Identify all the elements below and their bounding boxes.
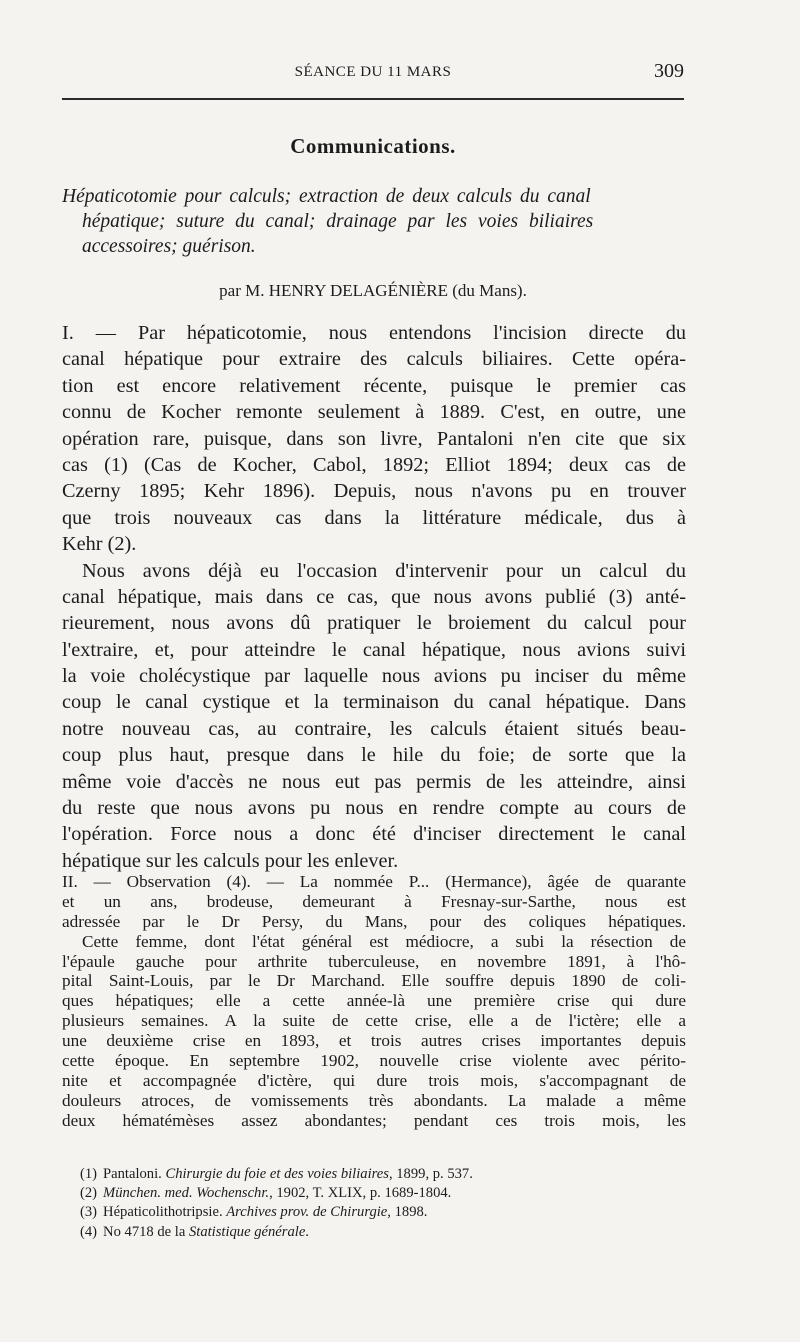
text-line: rieurement, nous avons dû pratiquer le broiement du calcul pour [62,612,686,635]
text-line: opération rare, puisque, dans son livre, Pantaloni n'en cite que six [62,427,686,450]
article-title-line: Hépaticotomie pour calculs; extraction de deux calculs du canal [62,186,591,207]
text-line: une deuxième crise en 1893, et trois autres crises importantes depuis [62,1031,686,1051]
text-line: l'extraire, et, pour atteindre le canal hépatique, nous avions suivi [62,638,686,661]
body-text-large [62,320,686,874]
text-line: même voie d'accès ne nous eut pas permis de les atteindre, ainsi [62,770,686,793]
text-line: du reste que nous avons pu nous en rendre compte au cours de [62,797,686,820]
text-line: Nous avons déjà eu l'occasion d'intervenir pour un calcul du [82,559,686,582]
text-line: canal hépatique pour extraire des calculs biliaires. Cette opéra- [62,348,686,371]
header-rule [62,98,684,100]
footnote-number: (2) [80,1185,98,1202]
text-line: Cette femme, dont l'état général est médiocre, a subi la résection de [82,931,686,951]
text-line: connu de Kocher remonte seulement à 1889. C'est, en outre, une [62,401,686,424]
text-line: l'opération. Force nous a donc été d'inciser directement le canal [62,823,686,846]
section-title: Communications. [290,134,456,158]
article-title-line: hépatique; suture du canal; drainage par les voies biliaires [82,211,594,232]
text-line: adressée par le Dr Persy, du Mans, pour des coliques hépatiques. [62,911,686,931]
article-title-line: accessoires; guérison. [82,236,256,257]
text-line: pital Saint-Louis, par le Dr Marchand. Elle souffre depuis 1890 de coli- [62,971,686,991]
text-line: deux hématémèses assez abondantes; pendant ces trois mois, les [62,1110,686,1130]
text-line: que trois nouveaux cas dans la littérature médicale, dus à [62,506,686,529]
text-line: et un ans, brodeuse, demeurant à Fresnay-sur-Sarthe, nous est [62,891,686,911]
footnote-source: München. med. Wochenschr. [103,1185,270,1202]
text-line: II. — Observation (4). — La nommée P... (Hermance), âgée de quarante [62,872,686,891]
footnote-text: , 1898. [387,1204,428,1221]
text-line: cette époque. En septembre 1902, nouvelle crise violente avec périto- [62,1051,686,1071]
footnote-source: Statistique générale [188,1223,306,1240]
text-line: canal hépatique, mais dans ce cas, que nous avons publié (3) anté- [62,585,686,608]
footnote-text: Hépaticolithotripsie. [103,1204,227,1221]
text-line: douleurs atroces, de vomissements très abondants. La malade a même [62,1090,686,1110]
footnote-text: Pantaloni. [103,1166,166,1182]
footnotes [80,1165,684,1242]
footnote-number: (1) [80,1166,98,1182]
text-line: plusieurs semaines. A la suite de cette crise, elle a de l'ictère; elle a [62,1011,686,1031]
footnote-text: , 1899, p. 537. [388,1166,473,1182]
footnote [80,1184,684,1203]
text-line: Czerny 1895; Kehr 1896). Depuis, nous n'avons pu en trouver [62,480,686,503]
text-line: hépatique sur les calculs pour les enlever. [62,849,399,872]
footnote-text: . [305,1223,309,1240]
footnote-number: (3) [80,1204,98,1221]
page-number: 309 [654,60,684,82]
footnote-text: , 1902, T. XLIX, p. 1689-1804. [269,1185,452,1202]
text-line: coup le canal cystique et la terminaison du canal hépatique. Dans [62,691,686,714]
page-header [62,58,684,88]
text-line: nite et accompagnée d'ictère, qui dure trois mois, s'accompagnant de [62,1070,686,1090]
article-title [62,184,684,259]
text-line: notre nouveau cas, au contraire, les calculs étaient situés beau- [62,717,686,740]
text-line: tion est encore relativement récente, puisque le premier cas [62,374,686,397]
text-line: la voie cholécystique par laquelle nous avions pu inciser du même [62,665,686,688]
footnote [80,1165,684,1184]
text-line: Kehr (2). [62,533,137,556]
footnote [80,1223,684,1242]
running-title: SÉANCE DU 11 MARS [294,64,452,80]
text-line: l'épaule gauche pour arthrite tuberculeuse, en novembre 1891, à l'hô- [62,951,686,971]
author-line: par M. HENRY DELAGÉNIÈRE (du Mans). [219,281,527,300]
footnote-source: Chirurgie du foie et des voies biliaires [165,1166,389,1182]
footnote-number: (4) [80,1223,98,1240]
text-line: coup plus haut, presque dans le hile du foie; de sorte que la [62,744,686,767]
body-text-small [62,872,686,1131]
footnote-text: No 4718 de la [103,1223,189,1240]
footnote [80,1203,684,1222]
text-line: cas (1) (Cas de Kocher, Cabol, 1892; Elliot 1894; deux cas de [62,453,686,476]
text-line: I. — Par hépaticotomie, nous entendons l'incision directe du [62,322,686,344]
text-line: ques hépatiques; elle a cette année-là une première crise qui dure [62,991,686,1011]
footnote-source: Archives prov. de Chirurgie [226,1204,388,1221]
